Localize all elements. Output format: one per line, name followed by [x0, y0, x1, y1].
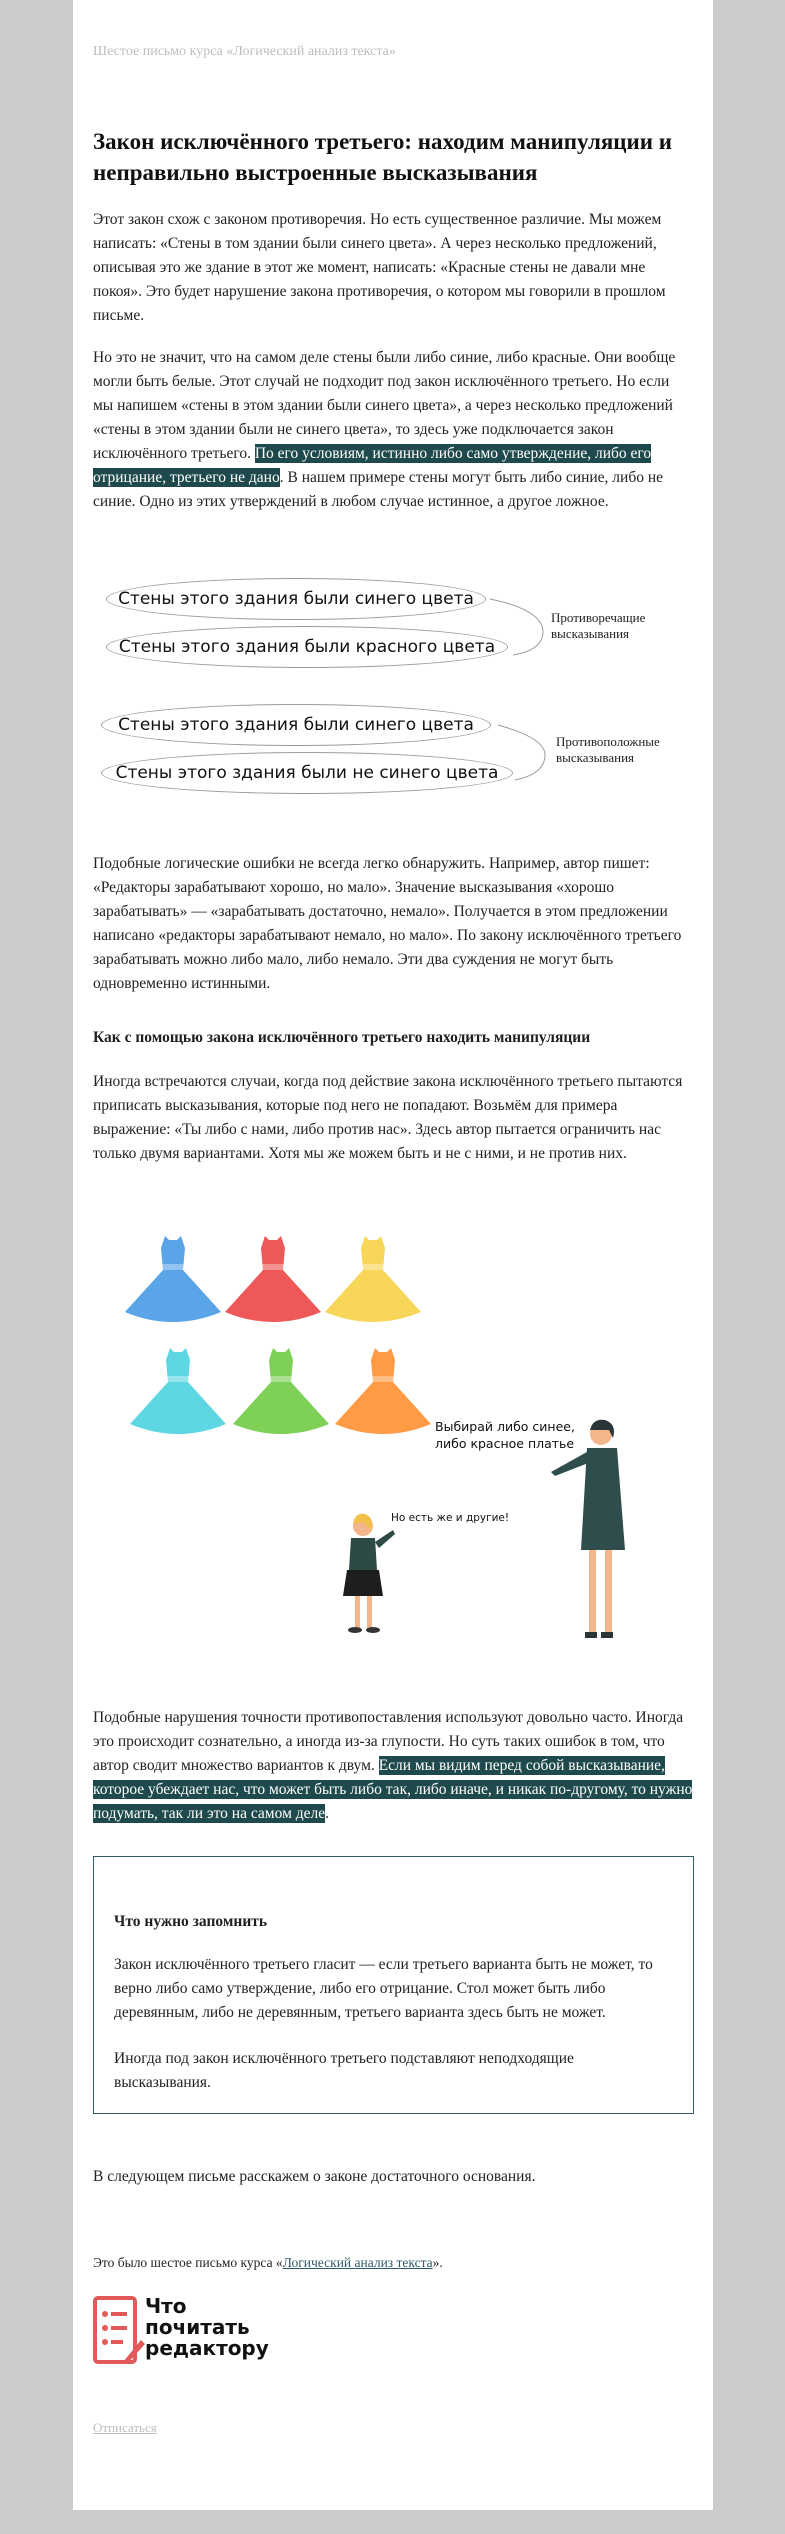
illustration-graphic	[73, 1230, 713, 1670]
logo-icon	[93, 2296, 145, 2366]
logo-line: Что	[145, 2294, 187, 2318]
footer-text-end: ».	[432, 2255, 443, 2270]
dress-yellow	[325, 1236, 421, 1322]
footer-note	[93, 2255, 693, 2271]
girl-figure	[343, 1514, 395, 1633]
dress-green	[233, 1348, 329, 1434]
diagram-label-opposite: Противоположные высказывания	[556, 734, 660, 765]
next-letter-note: В следующем письме расскажем о законе достаточного основания.	[93, 2168, 536, 2185]
statement-oval: Стены этого здания были синего цвета	[101, 704, 491, 746]
remember-title: Что нужно запомнить	[114, 1913, 268, 1930]
dresses-illustration	[73, 1230, 713, 1670]
statement-oval: Стены этого здания были синего цвета	[106, 578, 486, 620]
paragraph-5-text: Подобные нарушения точности противопоставления используют довольно часто. Иногда это происходит сознательно, а иногда из-за глупости. Но суть таких ошибок в том, что автор сводит множество вариантов к двум.	[93, 1709, 684, 1774]
dress-red	[225, 1236, 321, 1322]
dress-blue	[125, 1236, 221, 1322]
highlight-advice: Если мы видим перед собой высказывание, которое убеждает нас, что может быть либо так, либо иначе, и никак по-другому, то нужно подумать, так ли это на самом деле	[93, 1757, 693, 1822]
unsubscribe-link[interactable]: Отписаться	[93, 2420, 157, 2435]
email-body	[73, 0, 713, 2510]
statement-oval: Стены этого здания были не синего цвета	[101, 752, 513, 794]
logo-line: почитать	[145, 2315, 250, 2339]
course-link[interactable]: Логический анализ текста	[282, 2255, 433, 2270]
paragraph-4: Иногда встречаются случаи, когда под действие закона исключённого третьего пытаются приписать высказывания, которые под него не попадают. Возьмём для примера выражение: «Ты либо с нами, либо против нас». Здесь автор пытается ограничить нас только двумя вариантами. Хотя мы же можем быть и не с ними, и не против них.	[93, 1073, 683, 1162]
paragraph-2	[93, 346, 693, 514]
paragraph-2-tail: . В нашем примере стены могут быть либо синие, либо не синие. Одно из этих утверждений в любом случае истинное, а другое ложное.	[93, 469, 664, 510]
logo[interactable]	[145, 2296, 269, 2359]
diagram-label-contradictory: Противоречащие высказывания	[551, 610, 646, 641]
dress-cyan	[130, 1348, 226, 1434]
highlight-rule: По его условиям, истинно либо само утверждение, либо его отрицание, третьего не дано	[93, 445, 652, 486]
footer-text: Это было шестое письмо курса «	[93, 2255, 283, 2270]
logo-line: редактору	[145, 2336, 269, 2360]
dress-orange	[335, 1348, 431, 1434]
remember-paragraph-2: Иногда под закон исключённого третьего подставляют неподходящие высказывания.	[114, 2050, 574, 2091]
speech-teacher: Выбирай либо синее, либо красное платье	[435, 1419, 575, 1451]
paragraph-1: Этот закон схож с законом противоречия. Но есть существенное различие. Мы можем написать: «Стены в том здании были синего цвета». А через несколько предложений, описывая это же здание в этот же момент, написать: «Красные стены не давали мне покоя». Это будет нарушение закона противоречия, о котором мы говорили в прошлом письме.	[93, 211, 666, 324]
article-title: Закон исключённого третьего: находим манипуляции и неправильно выстроенные высказывания	[93, 129, 673, 185]
teacher-figure	[551, 1420, 625, 1638]
paragraph-2-text: Но это не значит, что на самом деле стены были либо синие, либо красные. Они вообще могли быть белые. Этот случай не подходит под закон исключённого третьего. Но если мы напишем «стены в этом здании были синего цвета», а через несколько предложений «стены в этом здании были не синего цвета», то здесь уже подключается закон исключённого третьего.	[93, 349, 676, 462]
speech-girl: Но есть же и другие!	[391, 1512, 510, 1524]
paragraph-5	[93, 1706, 693, 1826]
section-heading: Как с помощью закона исключённого третьего находить манипуляции	[93, 1029, 591, 1046]
remember-box	[93, 1856, 694, 2114]
paragraph-5-tail: .	[325, 1805, 330, 1822]
remember-paragraph-1: Закон исключённого третьего гласит — если третьего варианта быть не может, то верно либо само утверждение, либо его отрицание. Стол может быть либо деревянным, либо не деревянным, третьего варианта здесь быть не может.	[114, 1956, 653, 2021]
preheader: Шестое письмо курса «Логический анализ текста»	[93, 44, 396, 59]
paragraph-3: Подобные логические ошибки не всегда легко обнаружить. Например, автор пишет: «Редакторы зарабатывают хорошо, но мало». Значение высказывания «хорошо зарабатывать» — «зарабатывать достаточно, немало». Получается в этом предложении написано «редакторы зарабатывают немало, но мало». По закону исключённого третьего зарабатывать можно либо мало, либо немало. Эти два суждения не могут быть одновременно истинными.	[93, 855, 682, 992]
statement-oval: Стены этого здания были красного цвета	[106, 626, 508, 668]
